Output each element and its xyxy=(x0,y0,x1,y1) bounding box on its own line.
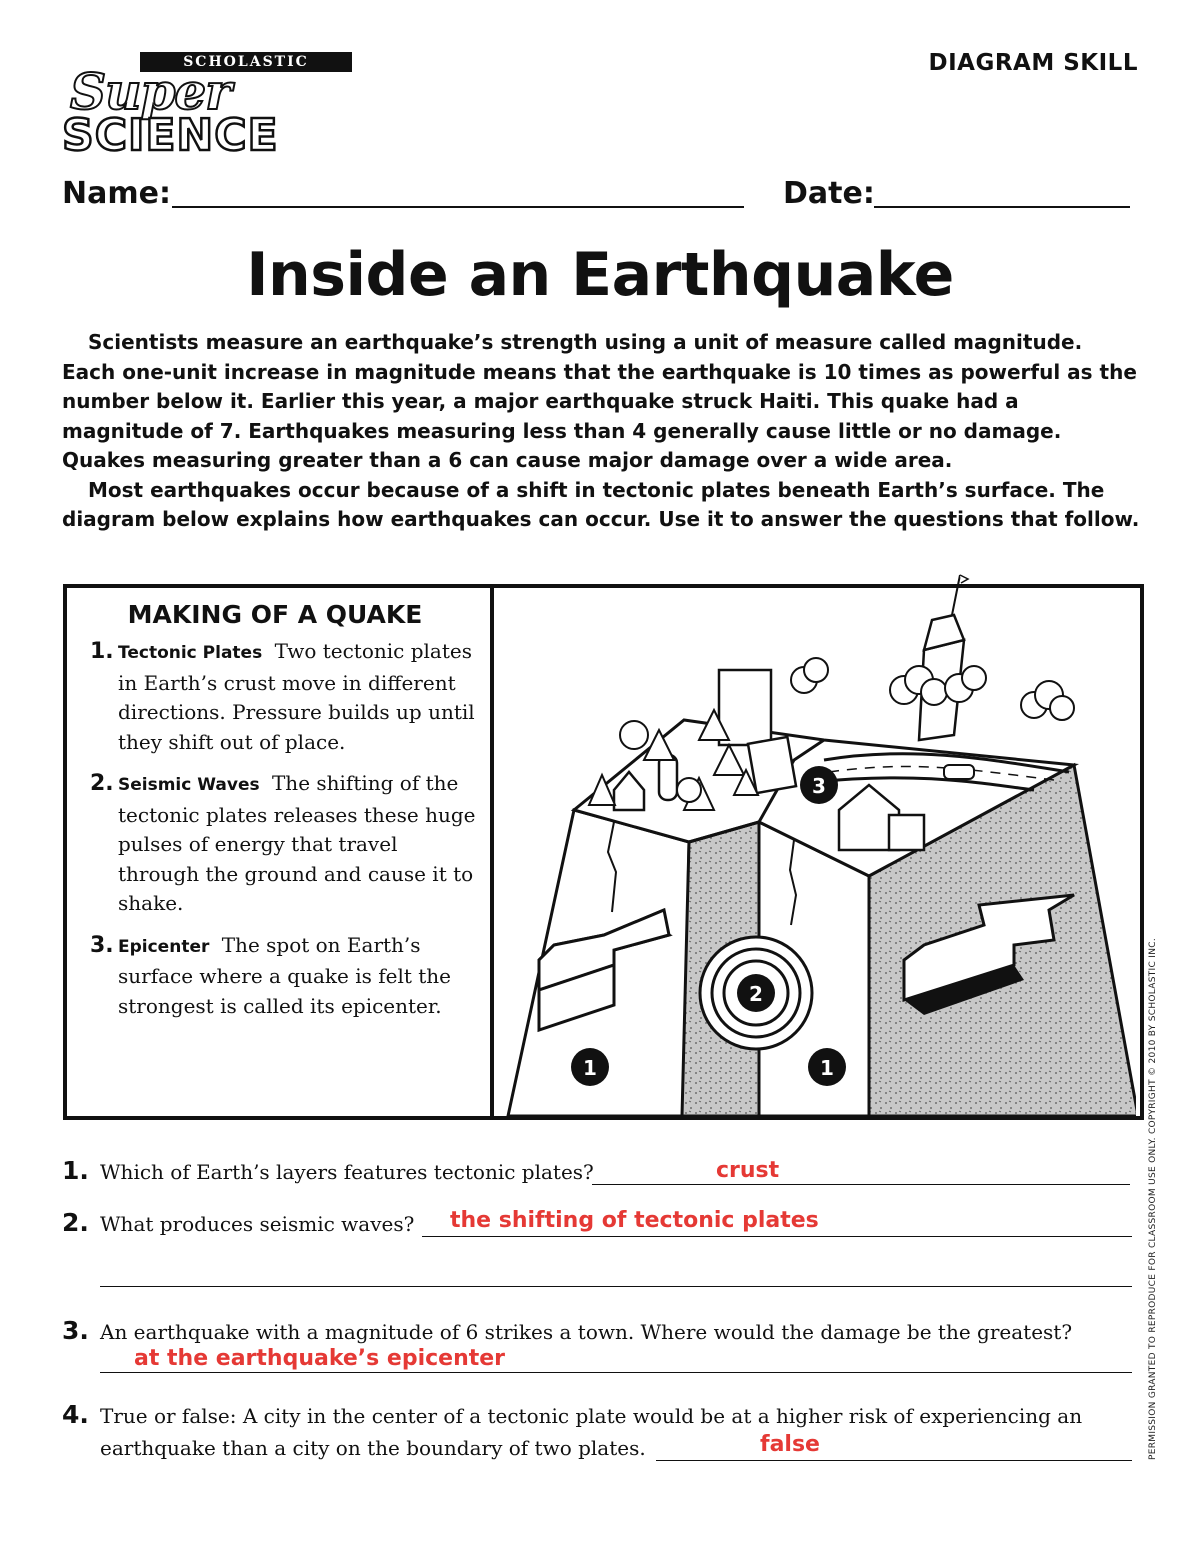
page-title: Inside an Earthquake xyxy=(246,240,954,310)
logo-super: Super xyxy=(70,62,231,121)
answer-line[interactable] xyxy=(656,1460,1132,1461)
question-number: 3. xyxy=(62,1316,89,1345)
question-text: True or false: A city in the center of a tectonic plate would be at a higher risk of experiencing an xyxy=(100,1404,1083,1428)
legend-panel xyxy=(70,600,480,1033)
question-text-continued: earthquake than a city on the boundary of two plates. xyxy=(100,1436,646,1460)
intro-paragraph-2: Most earthquakes occur because of a shift in tectonic plates beneath Earth’s surface. The diagram below explains how earthquakes can occur. Use it to answer the questions that follow. xyxy=(62,477,1140,531)
legend-number: 1. xyxy=(90,639,114,664)
marker-epicenter xyxy=(800,766,838,804)
scholastic-brand-bar: SCHOLASTIC xyxy=(140,52,352,72)
intro-text xyxy=(62,328,1142,535)
legend-description: The spot on Earth’s surface where a quake is felt the strongest is called its epicenter. xyxy=(118,932,452,1018)
answer-1: crust xyxy=(716,1158,780,1183)
marker-plate-left xyxy=(571,1048,609,1086)
legend-title: MAKING OF A QUAKE xyxy=(127,600,423,629)
date-label: Date: xyxy=(783,176,875,211)
question-number: 4. xyxy=(62,1400,89,1429)
question-text: Which of Earth’s layers features tectonic plates? xyxy=(100,1160,594,1184)
question-2 xyxy=(62,1208,1142,1242)
answer-3: at the earthquake’s epicenter xyxy=(134,1346,506,1371)
answer-line[interactable] xyxy=(592,1184,1130,1185)
earthquake-illustration xyxy=(494,560,1136,1116)
answer-line[interactable] xyxy=(422,1236,1132,1237)
question-number: 2. xyxy=(62,1208,89,1237)
logo-science: SCIENCE xyxy=(62,110,279,161)
answer-line-extra[interactable] xyxy=(100,1286,1132,1287)
question-1 xyxy=(62,1156,1142,1190)
answer-line[interactable] xyxy=(100,1372,1132,1373)
svg-text:3: 3 xyxy=(812,774,826,798)
intro-paragraph-1: Scientists measure an earthquake’s strength using a unit of measure called magnitude. Each one-unit increase in magnitude means that the earthquake is 10 times as powerful as the number below it. Earlier this year, a major earthquake struck Haiti. This quake had a magnitude of 7. Earthquakes measuring less than 4 generally cause little or no damage. Quakes measuring greater than a 6 can cause major damage over a wide area. xyxy=(62,330,1137,472)
legend-number: 3. xyxy=(90,932,114,958)
question-text: What produces seismic waves? xyxy=(100,1212,415,1236)
car xyxy=(944,765,974,779)
answer-4: false xyxy=(760,1432,820,1457)
legend-item-epicenter xyxy=(70,931,480,1022)
name-field[interactable] xyxy=(172,206,744,208)
legend-term: Seismic Waves xyxy=(118,775,260,795)
legend-item-seismic-waves xyxy=(70,769,480,919)
legend-number: 2. xyxy=(90,771,114,796)
marker-waves xyxy=(737,974,775,1012)
name-label: Name: xyxy=(62,176,171,211)
marker-plate-right xyxy=(808,1048,846,1086)
legend-term: Epicenter xyxy=(118,936,210,957)
question-number: 1. xyxy=(62,1156,89,1185)
question-text: An earthquake with a magnitude of 6 strikes a town. Where would the damage be the greatest? xyxy=(100,1320,1073,1344)
section-label: DIAGRAM SKILL xyxy=(928,50,1138,76)
date-field[interactable] xyxy=(874,206,1130,208)
svg-text:2: 2 xyxy=(749,982,763,1006)
legend-description: The shifting of the tectonic plates releases these huge pulses of energy that travel through the ground and cause it to shake. xyxy=(118,771,476,915)
legend-term: Tectonic Plates xyxy=(118,643,263,663)
answer-2: the shifting of tectonic plates xyxy=(450,1208,819,1233)
question-4 xyxy=(62,1400,1142,1464)
legend-item-tectonic-plates xyxy=(70,637,480,757)
svg-text:1: 1 xyxy=(583,1056,597,1080)
svg-text:1: 1 xyxy=(820,1056,834,1080)
copyright-notice: PERMISSION GRANTED TO REPRODUCE FOR CLASSROOM USE ONLY. COPYRIGHT © 2010 BY SCHOLASTIC INC. xyxy=(1148,938,1158,1460)
legend-description: Two tectonic plates in Earth’s crust move in different directions. Pressure builds up until they shift out of place. xyxy=(118,639,475,754)
question-3 xyxy=(62,1316,1142,1380)
